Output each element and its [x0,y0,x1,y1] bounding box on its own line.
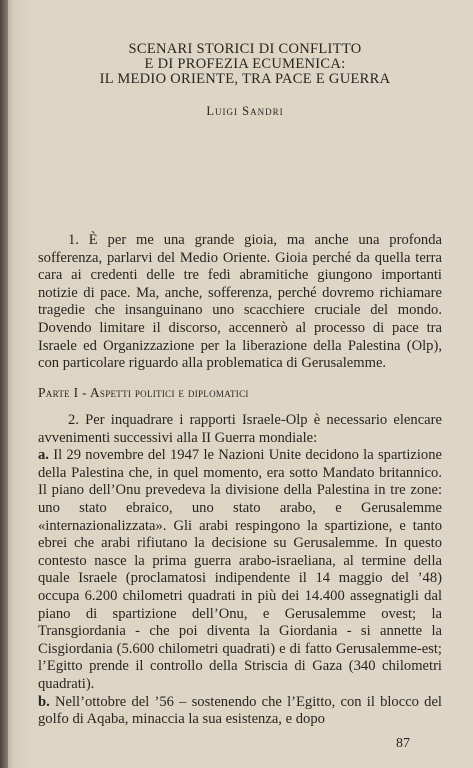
chapter-title-line-3: IL MEDIO ORIENTE, TRA PACE E GUERRA [99,71,391,87]
page-number: 87 [396,736,410,751]
item-a-text: Il 29 novembre del 1947 le Nazioni Unite decidono la spartizione della Palestina che, in quel momento, era sotto Mandato britannico. Il piano dell’Onu prevedeva la divisione della Palestina in tre zone: uno stato ebraico, uno stato arabo, e Gerusalemme «internazionalizzata». Gli arabi respingono la spartizione, e tanto ebrei che arabi rifiutano la decisione su Gerusalemme. In questo contesto nasce la prima guerra arabo-israeliana, al termine della quale Israele (proclamatosi indipendente il 14 maggio del ’48) occupa 6.200 chilometri quadrati in più dei 14.400 assegnatigli dal piano di spartizione dell’Onu, e Gerusalemme ovest; la Transgiordania - che poi diventa la Giordania - si annette la Cisgiordania (5.600 chilometri quadrati) e di fatto Gerusalemme-est; l’Egitto prende il controllo della Striscia di Gaza (340 chilometri quadrati). [38,447,442,692]
item-a-marker: a. [38,447,49,464]
author-name: Luigi Sandri [206,104,284,118]
paragraph-2: 2. Per inquadrare i rapporti Israele-Olp è necessario elencare avvenimenti successivi alla II Guerra mondiale: [38,412,442,446]
part-one-text [38,412,442,729]
item-a [38,447,442,693]
book-gutter-shadow [0,0,8,768]
intro-paragraph-block [38,232,442,373]
chapter-title-line-1: SCENARI STORICI DI CONFLITTO [128,41,362,57]
item-b [38,694,442,729]
chapter-title-line-2: E DI PROFEZIA ECUMENICA: [144,56,346,72]
intro-paragraph: 1. È per me una grande gioia, ma anche una profonda sofferenza, parlarvi del Medio Oriente. Gioia perché da quella terra cara ai credenti delle tre fedi abramitiche giungono importanti notizie di pace. Ma, anche, sofferenza, perché dovremo richiamare tragedie che insanguinano uno scacchiere cruciale del mondo. Dovendo limitare il discorso, accennerò al processo di pace tra Israele ed Organizzazione per la liberazione della Palestina (Olp), con particolare riguardo alla problematica di Gerusalemme. [38,232,442,372]
item-b-marker: b. [38,693,50,710]
section-heading: Parte I - Aspetti politici e diplomatici [38,385,249,400]
item-b-text: Nell’ottobre del ’56 – sostenendo che l’Egitto, con il blocco del golfo di Aqaba, minaccia la sua esistenza, e dopo [38,693,442,728]
